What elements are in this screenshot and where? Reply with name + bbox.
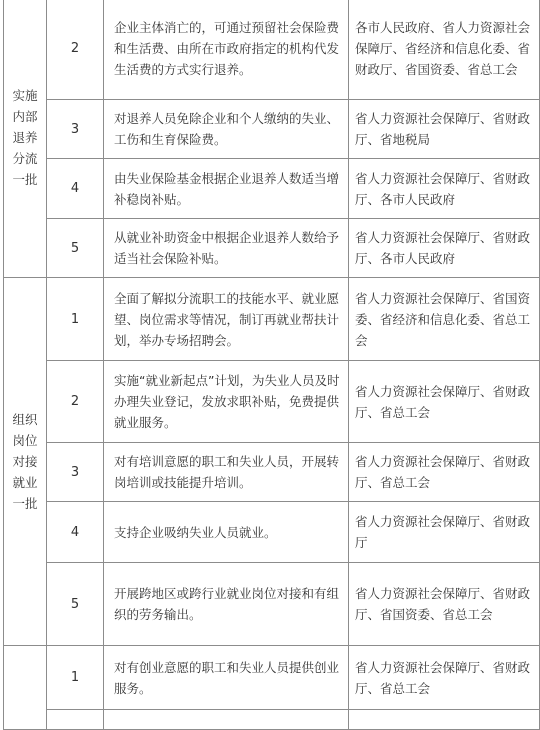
responsible-departments: 省人力资源社会保障厅、省财政厅、省总工会 xyxy=(349,443,540,502)
responsible-departments: 省人力资源社会保障厅、省财政厅、省总工会 xyxy=(349,646,540,710)
item-number: 5 xyxy=(47,563,104,646)
responsible-departments xyxy=(349,710,540,730)
table-row xyxy=(4,646,540,710)
category-cell: 实施内部退养分流一批 xyxy=(4,0,47,278)
policy-table xyxy=(3,0,540,730)
item-number: 3 xyxy=(47,443,104,502)
measure-text: 开展跨地区或跨行业就业岗位对接和有组织的劳务输出。 xyxy=(104,563,349,646)
item-number: 1 xyxy=(47,646,104,710)
responsible-departments: 省人力资源社会保障厅、省国资委、省经济和信息化委、省总工会 xyxy=(349,278,540,361)
category-cell xyxy=(4,646,47,730)
responsible-departments: 省人力资源社会保障厅、省财政厅、省总工会 xyxy=(349,361,540,443)
table-row xyxy=(4,219,540,278)
item-number: 5 xyxy=(47,219,104,278)
item-number: 4 xyxy=(47,502,104,563)
measure-text: 对有培训意愿的职工和失业人员，开展转岗培训或技能提升培训。 xyxy=(104,443,349,502)
category-cell: 组织岗位对接就业一批 xyxy=(4,278,47,646)
measure-text: 实施“就业新起点”计划，为失业人员及时办理失业登记，发放求职补贴，免费提供就业服务。 xyxy=(104,361,349,443)
table-row xyxy=(4,361,540,443)
item-number: 4 xyxy=(47,159,104,219)
responsible-departments: 省人力资源社会保障厅、省财政厅、省国资委、省总工会 xyxy=(349,563,540,646)
item-number: 3 xyxy=(47,100,104,159)
table-row xyxy=(4,710,540,730)
responsible-departments: 省人力资源社会保障厅、省财政厅、各市人民政府 xyxy=(349,219,540,278)
measure-text: 从就业补助资金中根据企业退养人数给予适当社会保险补贴。 xyxy=(104,219,349,278)
measure-text: 企业主体消亡的，可通过预留社会保险费和生活费、由所在市政府指定的机构代发生活费的方式实行退养。 xyxy=(104,0,349,100)
item-number: 2 xyxy=(47,361,104,443)
responsible-departments: 省人力资源社会保障厅、省财政厅 xyxy=(349,502,540,563)
measure-text: 全面了解拟分流职工的技能水平、就业愿望、岗位需求等情况，制订再就业帮扶计划，举办专场招聘会。 xyxy=(104,278,349,361)
responsible-departments: 省人力资源社会保障厅、省财政厅、省地税局 xyxy=(349,100,540,159)
responsible-departments: 各市人民政府、省人力资源社会保障厅、省经济和信息化委、省财政厅、省国资委、省总工会 xyxy=(349,0,540,100)
measure-text: 由失业保险基金根据企业退养人数适当增补稳岗补贴。 xyxy=(104,159,349,219)
table-row xyxy=(4,278,540,361)
table-row xyxy=(4,100,540,159)
measure-text xyxy=(104,710,349,730)
table-row xyxy=(4,443,540,502)
table-row xyxy=(4,563,540,646)
measure-text: 对有创业意愿的职工和失业人员提供创业服务。 xyxy=(104,646,349,710)
responsible-departments: 省人力资源社会保障厅、省财政厅、各市人民政府 xyxy=(349,159,540,219)
item-number xyxy=(47,710,104,730)
measure-text: 对退养人员免除企业和个人缴纳的失业、工伤和生育保险费。 xyxy=(104,100,349,159)
table-row xyxy=(4,0,540,100)
item-number: 1 xyxy=(47,278,104,361)
item-number: 2 xyxy=(47,0,104,100)
measure-text: 支持企业吸纳失业人员就业。 xyxy=(104,502,349,563)
table-row xyxy=(4,159,540,219)
table-row xyxy=(4,502,540,563)
